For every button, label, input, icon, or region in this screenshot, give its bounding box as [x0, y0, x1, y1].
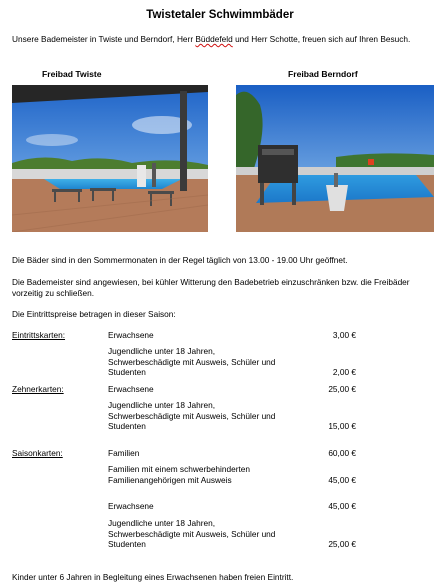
label-saisonkarten: Saisonkarten: — [12, 448, 63, 458]
prices-intro-text: Die Eintrittspreise betragen in dieser Saison: — [12, 309, 176, 319]
intro-paragraph — [12, 34, 427, 45]
price-value: 3,00 € — [332, 330, 356, 340]
price-row-desc: Familien — [108, 448, 140, 458]
footer-note: Kinder unter 6 Jahren in Begleitung eines Erwachsenen haben freien Eintritt. — [12, 572, 294, 582]
price-row-desc: Jugendliche unter 18 Jahren, Schwerbeschädigte mit Ausweis, Schüler und Studenten — [108, 400, 276, 431]
price-value: 45,00 € — [328, 501, 356, 511]
intro-text-end: und Herr Schotte, freuen sich auf Ihren Besuch. — [232, 34, 411, 44]
price-value: 15,00 € — [328, 421, 356, 431]
price-value: 25,00 € — [328, 539, 356, 549]
photo-freibad-berndorf — [236, 85, 434, 232]
opening-hours-text: Die Bäder sind in den Sommermonaten in der Regel täglich von 13.00 - 19.00 Uhr geöffnet. — [12, 255, 348, 265]
weather-notice-text: Die Bademeister sind angewiesen, bei kühler Witterung den Badebetrieb einzuschränken bzw. die Freibäder vorzeitig zu schließen. — [12, 277, 410, 298]
price-value: 60,00 € — [328, 448, 356, 458]
price-row-desc: Erwachsene — [108, 330, 154, 340]
price-row-desc: Jugendliche unter 18 Jahren, Schwerbeschädigte mit Ausweis, Schüler und Studenten — [108, 518, 276, 549]
price-row-desc: Jugendliche unter 18 Jahren, Schwerbeschädigte mit Ausweis, Schüler und Studenten — [108, 346, 276, 377]
intro-text-start: Unsere Bademeister in Twiste und Berndorf, Herr — [12, 34, 196, 44]
label-zehnerkarten: Zehnerkarten: — [12, 384, 64, 394]
price-row-desc: Familien mit einem schwerbehinderten Familienangehörigen mit Ausweis — [108, 464, 251, 485]
label-eintrittskarten: Eintrittskarten: — [12, 330, 66, 340]
caption-berndorf: Freibad Berndorf — [288, 69, 358, 79]
flagged-name: Büddefeld — [195, 34, 233, 44]
price-value: 25,00 € — [328, 384, 356, 394]
price-value: 45,00 € — [328, 475, 356, 485]
caption-twiste: Freibad Twiste — [42, 69, 102, 79]
price-value: 2,00 € — [332, 367, 356, 377]
page-title: Twistetaler Schwimmbäder — [146, 9, 294, 21]
price-row-desc: Erwachsene — [108, 501, 154, 511]
photo-freibad-twiste — [12, 85, 208, 232]
price-row-desc: Erwachsene — [108, 384, 154, 394]
